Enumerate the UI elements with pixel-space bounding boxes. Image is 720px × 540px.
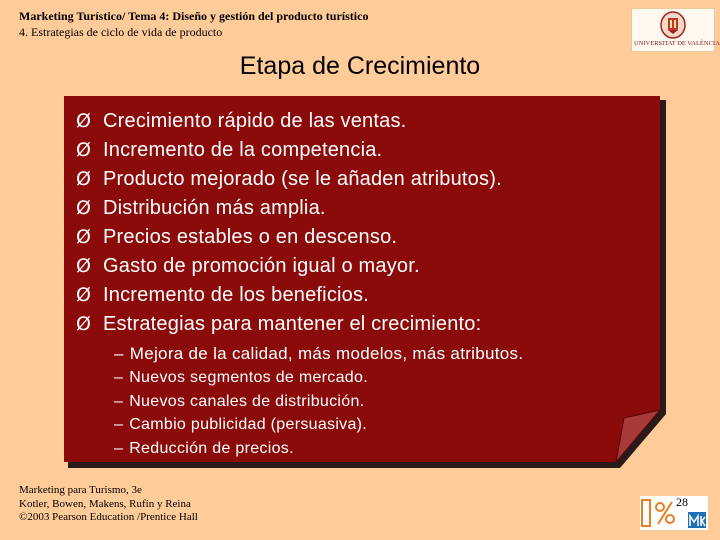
arrow-bullet-icon: Ø <box>76 284 92 306</box>
publisher-logo-icon <box>640 496 708 530</box>
sub-list-item: – Reducción de precios. <box>114 437 523 461</box>
dash-marker: – <box>114 392 124 410</box>
sub-list-item: – Cambio publicidad (persuasiva). <box>114 413 523 437</box>
list-item: Ø Estrategias para mantener el crecimiento: <box>76 310 502 339</box>
arrow-bullet-icon: Ø <box>76 255 92 277</box>
arrow-bullet-icon: Ø <box>76 139 92 161</box>
university-name: UNIVERSITAT DE VALÈNCIA <box>634 40 720 47</box>
footer-book: Marketing para Turismo, 3e <box>19 484 142 496</box>
dash-marker: – <box>114 439 124 457</box>
footer-copyright: ©2003 Pearson Education /Prentice Hall <box>19 511 198 523</box>
list-item: Ø Producto mejorado (se le añaden atributos). <box>76 165 502 194</box>
slide-title: Etapa de Crecimiento <box>239 52 481 80</box>
page-number: 28 <box>676 495 688 509</box>
arrow-bullet-icon: Ø <box>76 313 92 335</box>
sub-list-item: – Mejora de la calidad, más modelos, más atributos. <box>114 342 523 366</box>
arrow-bullet-icon: Ø <box>76 226 92 248</box>
university-seal-icon <box>660 11 686 39</box>
dash-marker: – <box>114 369 124 386</box>
bullet-list <box>76 107 502 339</box>
sub-list-item: – Nuevos canales de distribución. <box>114 390 523 414</box>
sub-bullet-list <box>114 342 523 460</box>
arrow-bullet-icon: Ø <box>76 168 92 190</box>
dash-marker: – <box>114 344 124 363</box>
list-item: Ø Precios estables o en descenso. <box>76 223 502 252</box>
list-item: Ø Incremento de la competencia. <box>76 136 502 165</box>
section-subtitle: 4. Estrategias de ciclo de vida de producto <box>19 25 223 39</box>
list-item: Ø Crecimiento rápido de las ventas. <box>76 107 502 136</box>
list-item: Ø Distribución más amplia. <box>76 194 502 223</box>
list-item: Ø Gasto de promoción igual o mayor. <box>76 252 502 281</box>
university-logo <box>631 8 720 52</box>
footer-authors: Kotler, Bowen, Makens, Rufín y Reina <box>19 497 191 510</box>
arrow-bullet-icon: Ø <box>76 197 92 219</box>
sub-list-item: – Nuevos segmentos de mercado. <box>114 366 523 390</box>
dash-marker: – <box>114 416 124 433</box>
arrow-bullet-icon: Ø <box>76 110 92 132</box>
course-title: Marketing Turístico/ Tema 4: Diseño y gestión del producto turístico <box>19 9 369 23</box>
footer-credits <box>19 484 198 525</box>
list-item: Ø Incremento de los beneficios. <box>76 281 502 310</box>
